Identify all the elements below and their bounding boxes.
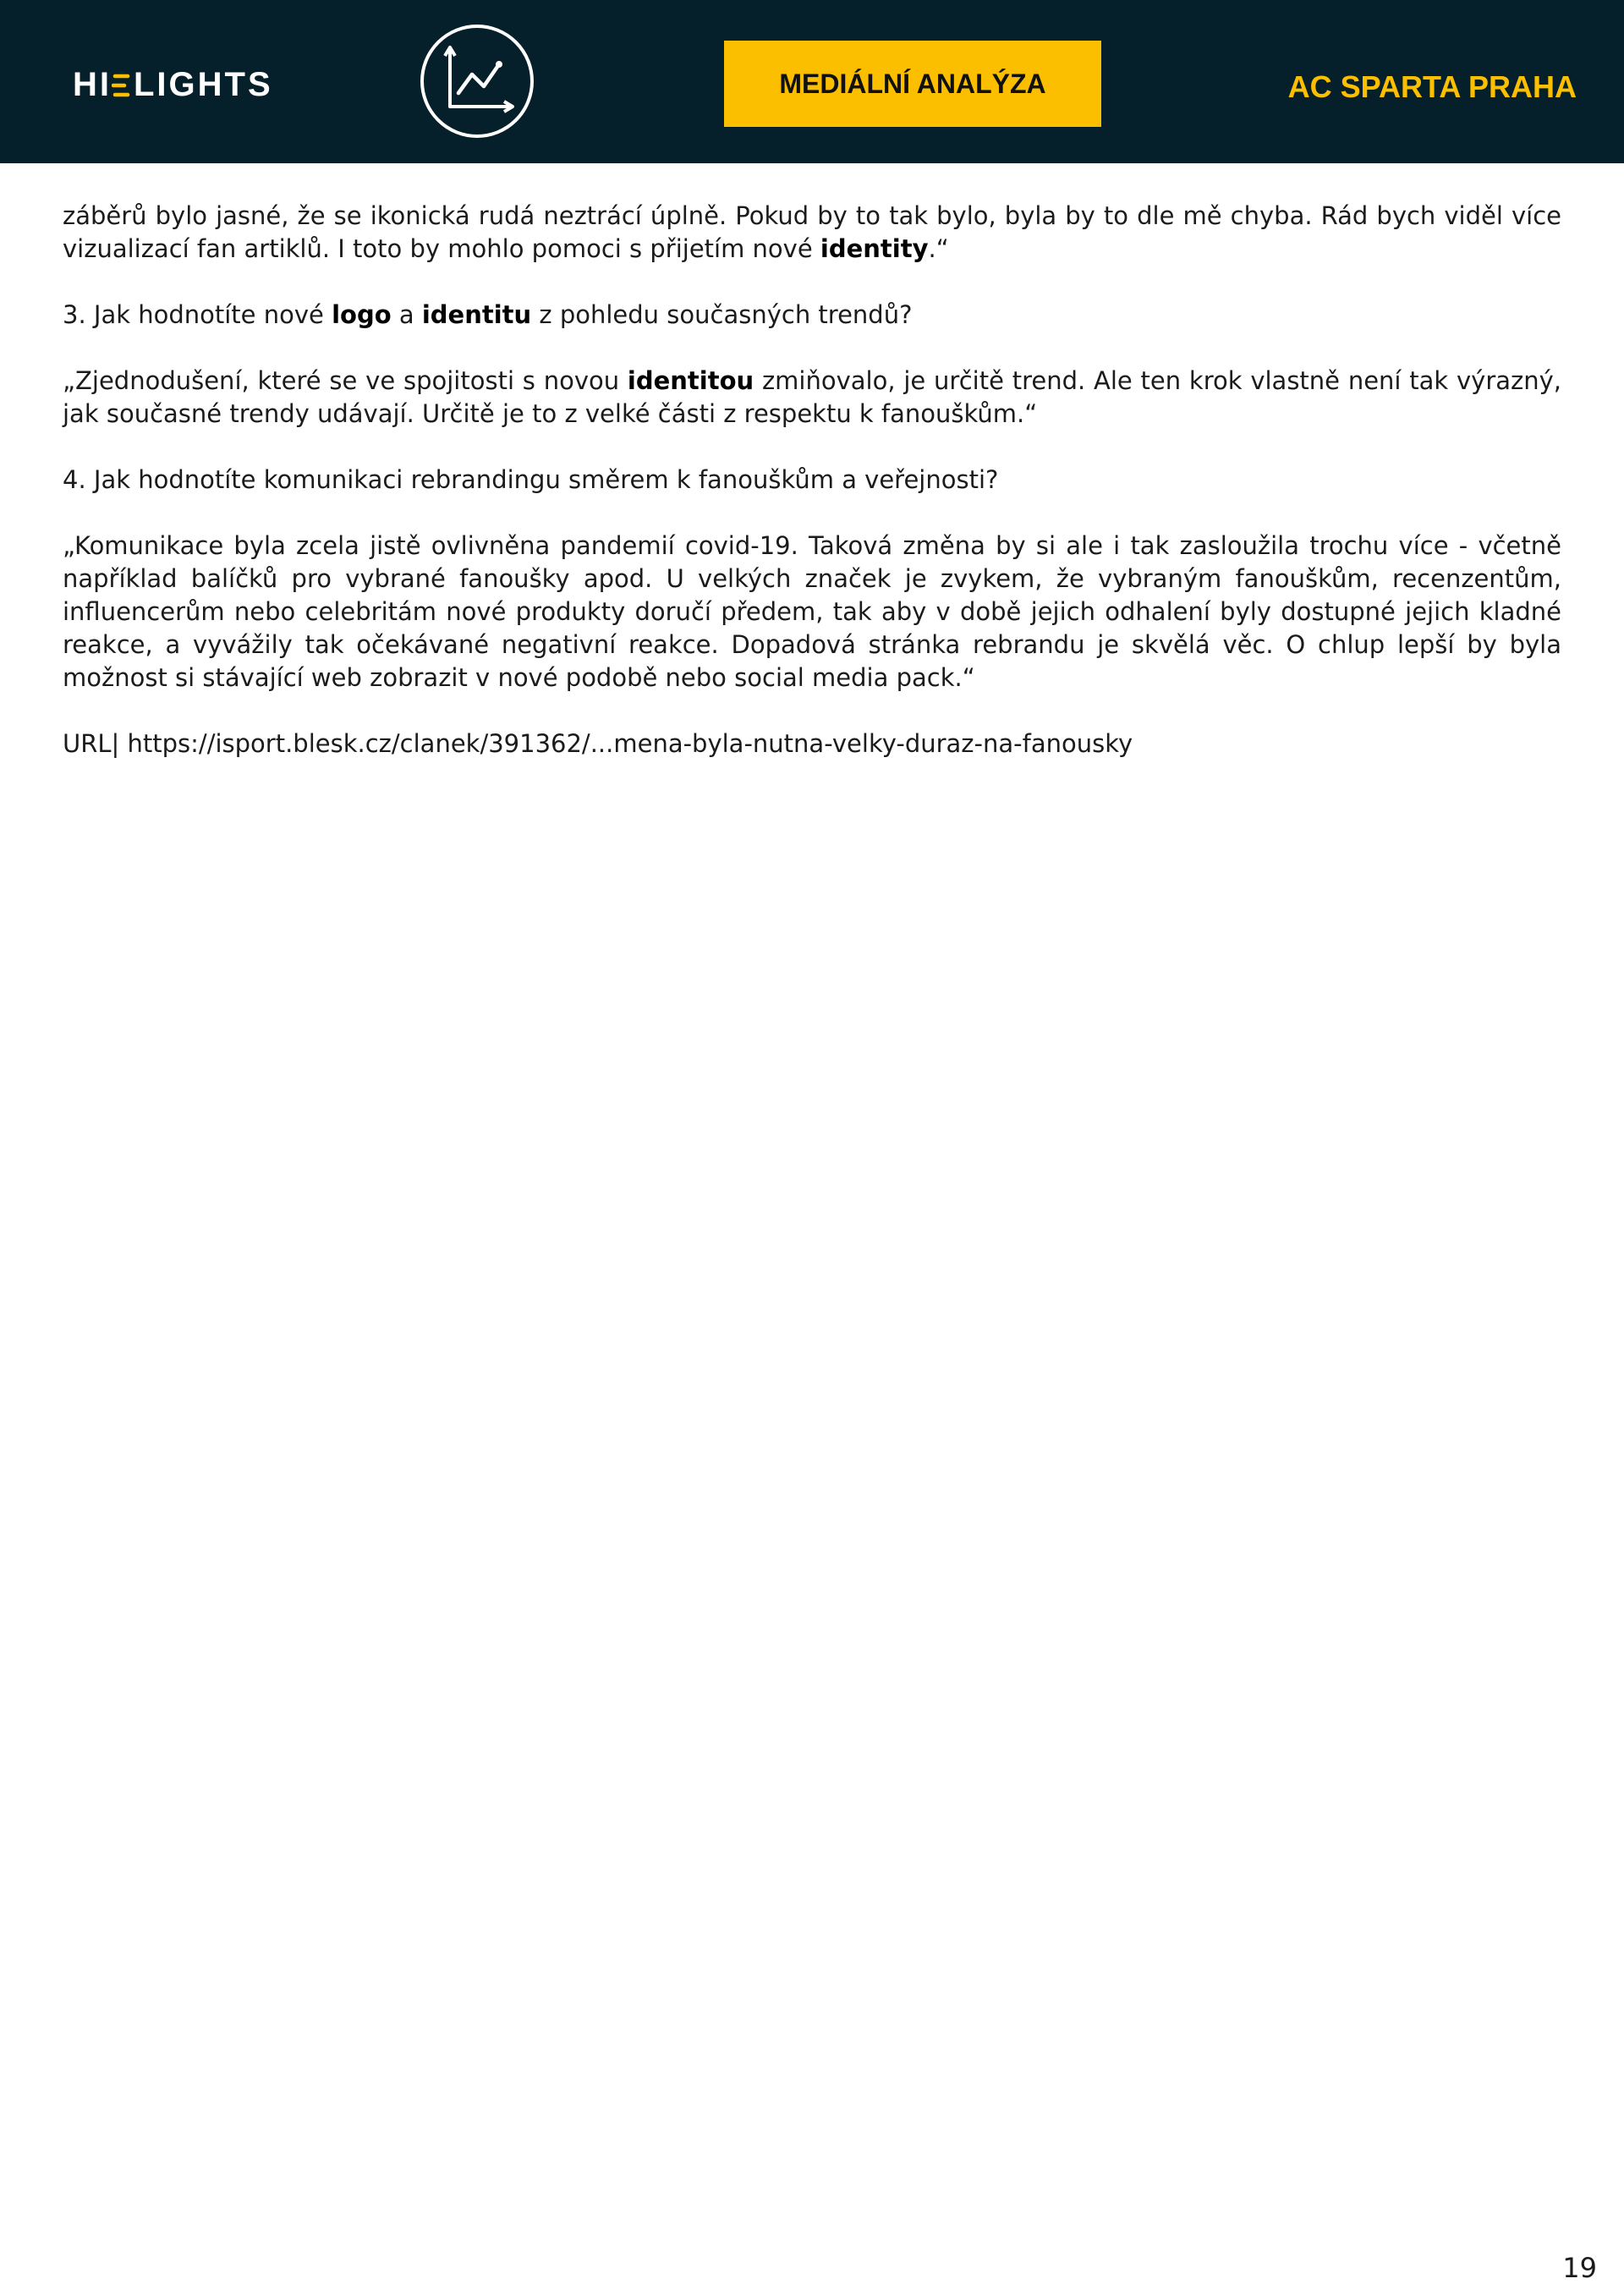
section-label: MEDIÁLNÍ ANALÝZA <box>724 41 1101 127</box>
text-run: .“ <box>928 234 949 263</box>
highlights-logo <box>73 66 273 104</box>
bold-term: identitu <box>421 300 532 329</box>
brand-text-pre: HI <box>73 66 112 103</box>
bold-term: identitou <box>627 366 754 395</box>
bold-term: identity <box>820 234 929 263</box>
text-run: zmiňovalo, je určitě trend. Ale ten krok vlastně není tak výrazný, jak současné trendy udávají. Určitě je to z velké části z respektu k fanouškům.“ <box>63 366 1561 428</box>
growth-chart-icon <box>418 22 536 140</box>
answer-3 <box>63 365 1561 431</box>
page-number: 19 <box>1562 2252 1597 2284</box>
highlights-logo-mark-icon <box>112 69 134 102</box>
text-run: a <box>391 300 422 329</box>
source-url: URL| https://isport.blesk.cz/clanek/391362/...mena-byla-nutna-velky-duraz-na-fanousky <box>63 729 1133 758</box>
answer-4: „Komunikace byla zcela jistě ovlivněna pandemií covid-19. Taková změna by si ale i tak zasloužila trochu více - včetně například balíčků pro vybrané fanoušky apod. U velkých značek je zvykem, že vybraným fanouškům, recenzentům, influencerům nebo celebritám nové produkty doručí předem, tak aby v době jejich odhalení byly dostupné jejich kladné reakce, a vyvážily tak očekávané negativní reakce. Dopadová stránka rebrandu je skvělá věc. O chlup lepší by byla možnost si stávající web zobrazit v nové podobě nebo social media pack.“ <box>63 531 1561 692</box>
question-3 <box>63 299 1561 332</box>
text-run: „Zjednodušení, které se ve spojitosti s novou <box>63 366 628 395</box>
text-run: záběrů bylo jasné, že se ikonická rudá neztrácí úplně. Pokud by to tak bylo, byla by to dle mě chyba. Rád bych viděl více vizualizací fan artiklů. I toto by mohlo pomoci s přijetím nové <box>63 201 1561 263</box>
text-run: 3. Jak hodnotíte nové <box>63 300 332 329</box>
question-4: 4. Jak hodnotíte komunikaci rebrandingu směrem k fanouškům a veřejnosti? <box>63 465 999 494</box>
answer-2-continuation <box>63 200 1561 266</box>
article-body <box>63 200 1561 760</box>
bold-term: logo <box>332 300 392 329</box>
brand-text-post: LIGHTS <box>134 66 273 103</box>
text-run: z pohledu současných trendů? <box>531 300 913 329</box>
header-bar <box>0 0 1624 163</box>
client-name: AC SPARTA PRAHA <box>1287 69 1577 104</box>
